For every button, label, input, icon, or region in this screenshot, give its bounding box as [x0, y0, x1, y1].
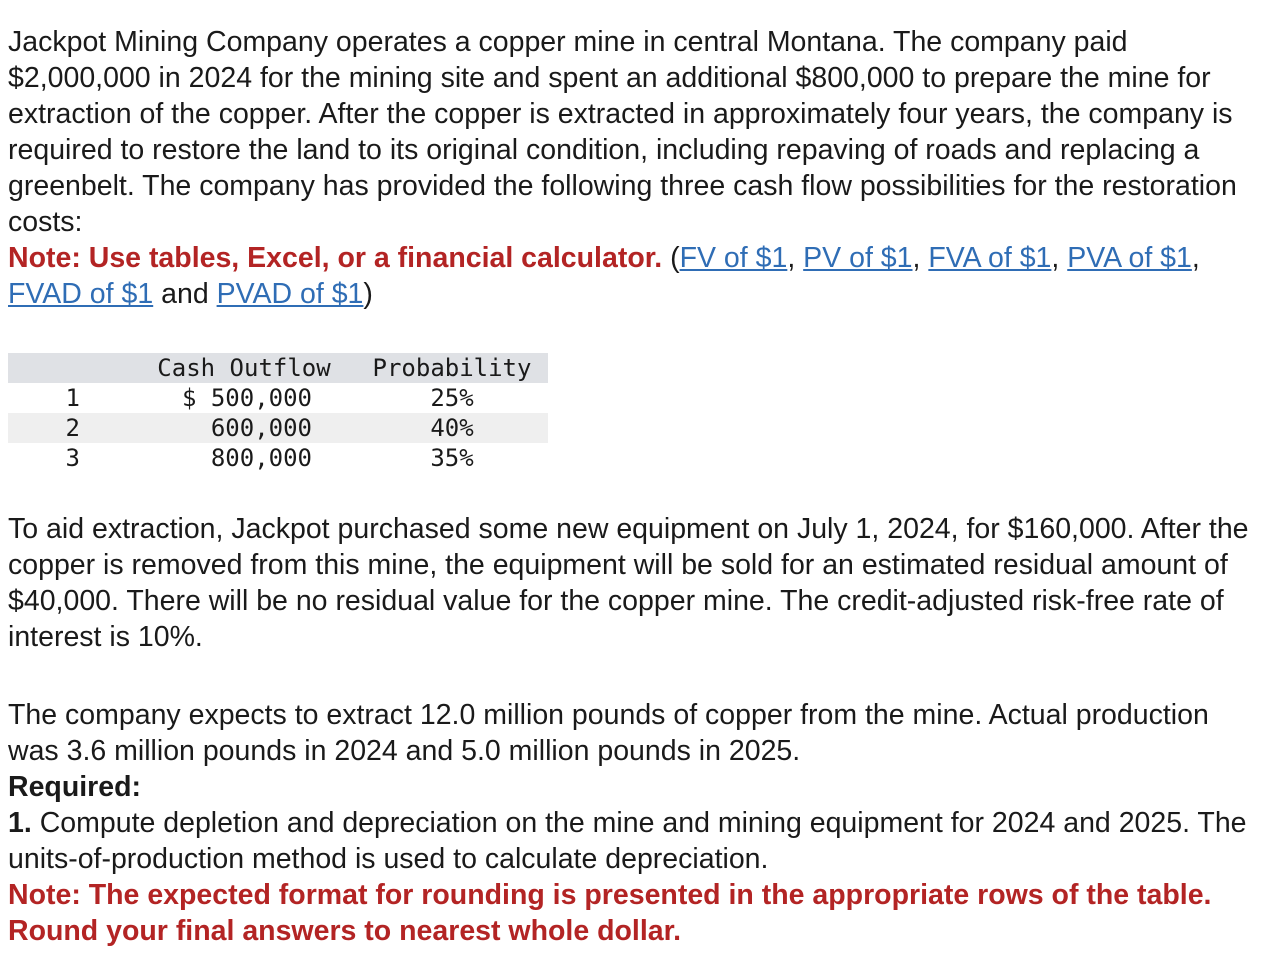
pvad-of-1-link[interactable]: PVAD of $1	[216, 278, 364, 310]
intro-text: Jackpot Mining Company operates a copper mine in central Montana. The company paid $2,000,000 in 2024 for the mining site and spent an additional $800,000 to prepare the mine for extraction of the copper. After the copper is extracted in approximately four years, the company is required to restore the land to its original condition, including repaving of roads and replacing a greenbelt. The company has provided the following three cash flow possibilities for the restoration costs:	[8, 26, 1237, 238]
header-cash-outflow: Cash Outflow	[157, 354, 331, 382]
cash-outflow-value: 800,000	[210, 444, 312, 472]
link-separator: ,	[787, 242, 804, 274]
close-paren: )	[363, 278, 373, 310]
rounding-note: Note: The expected format for rounding is presented in the appropriate rows of the table. Round your final answers to nearest whole dollar.	[8, 879, 1212, 947]
probability-value: 25%	[430, 384, 474, 412]
production-section	[8, 697, 1266, 949]
open-paren: (	[662, 242, 680, 274]
row-number: 2	[65, 414, 80, 442]
equipment-paragraph: To aid extraction, Jackpot purchased some new equipment on July 1, 2024, for $160,000. After the copper is removed from this mine, the equipment will be sold for an estimated residual amount of $40,000. There will be no residual value for the copper mine. The credit-adjusted risk-free rate of interest is 10%.	[8, 513, 1249, 653]
probability-value: 40%	[430, 414, 474, 442]
probability-value: 35%	[430, 444, 474, 472]
fv-of-1-link[interactable]: FV of $1	[679, 242, 788, 274]
requirement-text: Compute depletion and depreciation on the mine and mining equipment for 2024 and 2025. The units-of-production method is used to calculate depreciation.	[8, 807, 1247, 875]
table-row	[8, 383, 548, 413]
table-row	[8, 443, 548, 473]
row-number: 3	[65, 444, 80, 472]
cash-flow-table	[8, 353, 548, 473]
row-number: 1	[65, 384, 80, 412]
fvad-of-1-link[interactable]: FVAD of $1	[8, 278, 154, 310]
calculator-note: Note: Use tables, Excel, or a financial calculator.	[8, 242, 663, 274]
production-text: The company expects to extract 12.0 million pounds of copper from the mine. Actual production was 3.6 million pounds in 2024 and 5.0 million pounds in 2025.	[8, 699, 1209, 767]
pv-of-1-link[interactable]: PV of $1	[803, 242, 913, 274]
link-separator: ,	[1191, 242, 1200, 274]
table-row	[8, 413, 548, 443]
fva-of-1-link[interactable]: FVA of $1	[928, 242, 1052, 274]
pva-of-1-link[interactable]: PVA of $1	[1067, 242, 1192, 274]
link-separator-and: and	[153, 278, 217, 310]
link-separator: ,	[912, 242, 929, 274]
table-header-row	[8, 353, 548, 383]
required-heading: Required:	[8, 771, 142, 803]
cash-outflow-value: $ 500,000	[181, 384, 312, 412]
requirement-number: 1.	[8, 807, 32, 839]
link-separator: ,	[1051, 242, 1068, 274]
header-probability: Probability	[372, 354, 532, 382]
cash-outflow-value: 600,000	[210, 414, 312, 442]
intro-paragraph	[8, 24, 1266, 312]
